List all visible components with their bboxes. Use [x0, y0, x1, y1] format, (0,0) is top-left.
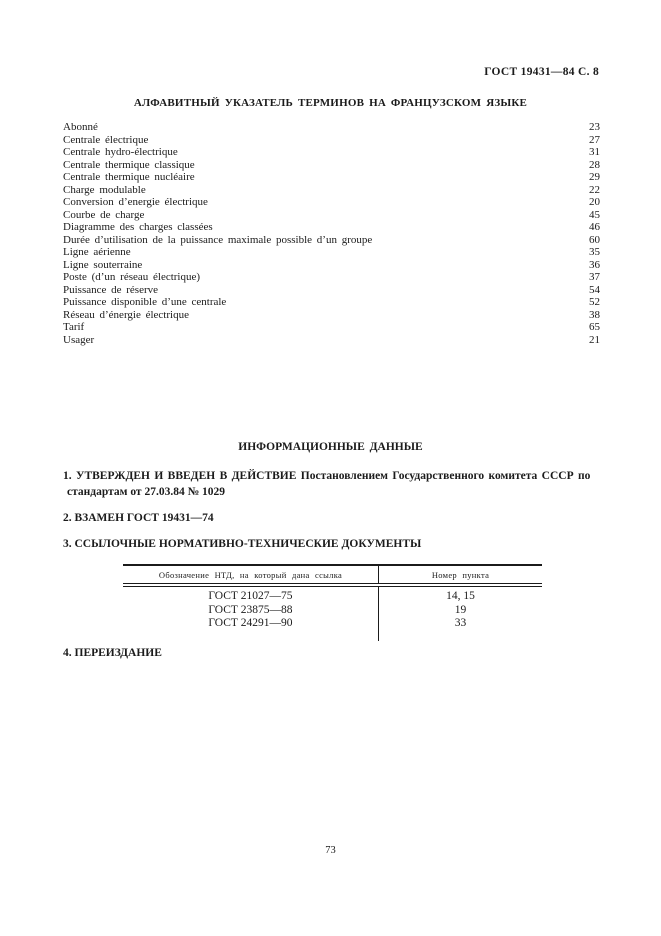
index-page-ref: 46 — [589, 221, 600, 233]
index-entry — [63, 146, 600, 159]
index-term: Centrale électrique — [63, 133, 149, 146]
page-number: 73 — [325, 845, 336, 856]
index-page-ref: 35 — [589, 246, 600, 258]
info-item-3: 3. ССЫЛОЧНЫЕ НОРМАТИВНО-ТЕХНИЧЕСКИЕ ДОКУМЕНТЫ — [63, 538, 422, 550]
index-entry — [63, 196, 600, 209]
index-page-ref: 22 — [589, 183, 600, 196]
references-table — [123, 564, 542, 641]
index-term: Poste (d’un réseau électrique) — [63, 271, 201, 283]
index-term: Centrale thermique nucléaire — [63, 171, 195, 183]
index-entry — [63, 171, 600, 184]
gost-standard-header: ГОСТ 19431—84 С. 8 — [484, 66, 599, 78]
ntd-cell-empty — [123, 631, 378, 641]
references-table-header — [123, 564, 542, 587]
column-header-clause: Номер пункта — [378, 566, 542, 583]
clause-cell: 19 — [378, 604, 542, 618]
index-entry — [63, 121, 600, 134]
index-entry — [63, 134, 600, 147]
table-row — [123, 587, 542, 604]
table-row — [123, 617, 542, 631]
index-term: Charge modulable — [63, 183, 146, 196]
clause-cell-empty — [378, 631, 542, 641]
index-term: Conversion d’energie électrique — [63, 196, 208, 208]
clause-cell: 14, 15 — [378, 587, 542, 604]
info-item-1-line-2: стандартам от 27.03.84 № 1029 — [67, 486, 226, 498]
info-item-4: 4. ПЕРЕИЗДАНИЕ — [63, 647, 162, 659]
index-page-ref: 31 — [589, 146, 600, 158]
index-term: Usager — [63, 333, 95, 346]
index-term: Ligne souterraine — [63, 258, 143, 271]
ntd-cell: ГОСТ 24291—90 — [208, 617, 293, 629]
index-term: Centrale thermique classique — [63, 158, 195, 171]
index-page-ref: 20 — [589, 196, 600, 208]
table-row — [123, 604, 542, 618]
index-entry — [63, 184, 600, 197]
index-page-ref: 36 — [589, 258, 600, 271]
index-term: Centrale hydro-électrique — [63, 146, 178, 158]
index-page-ref: 28 — [589, 158, 600, 171]
ntd-cell: ГОСТ 21027—75 — [208, 590, 293, 602]
index-term: Courbe de charge — [63, 208, 145, 221]
term-index-list — [63, 121, 600, 346]
table-row-spacer — [123, 631, 542, 641]
index-page-ref: 27 — [589, 133, 600, 146]
index-entry — [63, 309, 600, 322]
index-page-ref: 45 — [589, 208, 600, 221]
index-entry — [63, 234, 600, 247]
info-section-title: ИНФОРМАЦИОННЫЕ ДАННЫЕ — [238, 441, 423, 453]
index-entry — [63, 321, 600, 334]
index-page-ref: 29 — [589, 171, 600, 183]
index-page-ref: 23 — [589, 121, 600, 133]
index-entry — [63, 209, 600, 222]
column-header-ntd: Обозначение НТД, на который дана ссылка — [158, 570, 343, 580]
index-page-ref: 38 — [589, 308, 600, 321]
index-term: Durée d’utilisation de la puissance maximale possible d’un groupe — [63, 233, 373, 246]
index-entry — [63, 259, 600, 272]
index-page-ref: 37 — [589, 271, 600, 283]
ntd-cell: ГОСТ 23875—88 — [208, 603, 293, 616]
index-entry — [63, 221, 600, 234]
index-entry — [63, 284, 600, 297]
index-page-ref: 54 — [589, 283, 600, 296]
index-term: Puissance de réserve — [63, 283, 159, 296]
index-entry — [63, 334, 600, 347]
index-term: Ligne aérienne — [63, 246, 131, 258]
index-term: Tarif — [63, 321, 85, 333]
info-item-1 — [63, 468, 603, 500]
index-term: Réseau d’énergie électrique — [63, 308, 189, 321]
references-table-body — [123, 587, 542, 641]
index-page-ref: 52 — [589, 296, 600, 308]
index-page-ref: 60 — [589, 233, 600, 246]
info-item-2: 2. ВЗАМЕН ГОСТ 19431—74 — [63, 512, 214, 524]
index-entry — [63, 271, 600, 284]
index-page-ref: 21 — [589, 333, 600, 346]
clause-cell: 33 — [378, 617, 542, 631]
index-page-ref: 65 — [589, 321, 600, 333]
index-section-title: АЛФАВИТНЫЙ УКАЗАТЕЛЬ ТЕРМИНОВ НА ФРАНЦУЗСКОМ ЯЗЫКЕ — [133, 97, 528, 109]
index-term: Diagramme des charges classées — [63, 221, 213, 233]
info-item-1-line-1: 1. УТВЕРЖДЕН И ВВЕДЕН В ДЕЙСТВИЕ Постановлением Государственного комитета СССР по — [63, 470, 591, 482]
index-term: Puissance disponible d’une centrale — [63, 296, 227, 308]
index-entry — [63, 296, 600, 309]
index-term: Abonné — [63, 121, 98, 133]
index-entry — [63, 246, 600, 259]
index-entry — [63, 159, 600, 172]
